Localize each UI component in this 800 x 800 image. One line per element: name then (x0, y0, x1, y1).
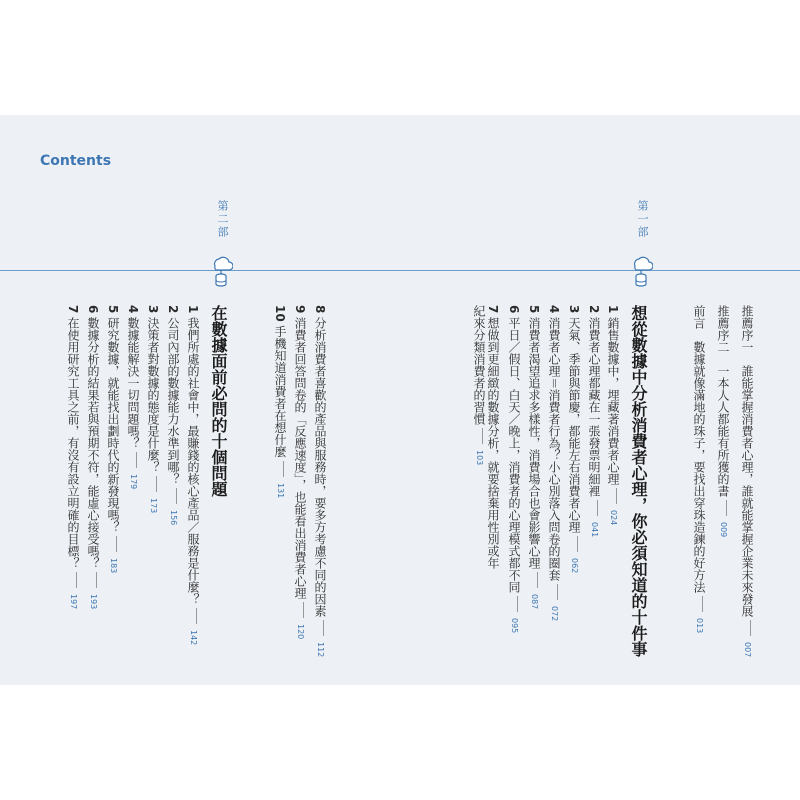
cloud-database-icon (209, 252, 233, 288)
toc-item: 2 公司內部的數據能力水準到哪？156 (166, 305, 180, 526)
part-2-label: 第二部 (216, 200, 229, 239)
front-item: 前言 數據就像滿地的珠子，要找出穿珠造鍊的好方法013 (692, 305, 706, 634)
front-item: 推薦序二 一本人人都能有所獲的書009 (716, 305, 730, 538)
toc-item: 7 在使用研究工具之前，有沒有設立明確的目標？197 (66, 305, 80, 610)
toc-item: 4 消費者心理＝消費者行為？小心別落入問卷的圈套072 (547, 305, 561, 622)
toc-item: 10 手機知道消費者在想什麼131 (273, 305, 287, 498)
cloud-database-icon (629, 252, 653, 288)
part-2-title: 在數據面前必問的十個問題 (209, 305, 228, 497)
toc-item: 3 天氣、季節與節慶，都能左右消費者心理062 (567, 305, 581, 574)
part-1-title: 想從數據中分析消費者心理，你必須知道的十件事 (629, 305, 648, 657)
toc-item: 6 平日／假日、白天／晚上，消費者的心理模式都不同095 (507, 305, 521, 634)
toc-item: 7 想做到更細緻的數據分析，就要捨棄用性別或年紀來分類消費者的習慣103 (472, 305, 500, 570)
toc-item: 6 數據分析的結果若與預期不符，能虛心接受嗎？193 (86, 305, 100, 610)
toc-item: 3 決策者對數據的態度是什麼？173 (146, 305, 160, 514)
toc-item: 9 消費者回答問卷的「反應速度」，也能看出消費者心理120 (293, 305, 307, 640)
toc-item: 2 消費者心理都藏在一張發票明細裡041 (587, 305, 601, 538)
part-1-label: 第一部 (636, 200, 649, 239)
front-item: 推薦序一 誰能掌握消費者心理，誰就能掌握企業未來發展007 (740, 305, 754, 658)
toc-item: 5 研究數據，就能找出劃時代的新發現嗎？183 (106, 305, 120, 574)
toc-page (0, 115, 800, 685)
toc-item: 4 數據能解決一切問題嗎？179 (126, 305, 140, 490)
toc-item: 1 我們所處的社會中，最賺錢的核心產品／服務是什麼？142 (186, 305, 200, 646)
toc-item: 1 銷售數據中，埋藏著消費者心理024 (606, 305, 620, 526)
toc-item: 8 分析消費者喜歡的產品與服務時，要多方考慮不同的因素112 (313, 305, 327, 658)
toc-item: 5 消費者渴望追求多樣性，消費場合也會影響心理087 (527, 305, 541, 610)
contents-title: Contents (40, 153, 112, 169)
timeline-line (0, 270, 800, 271)
